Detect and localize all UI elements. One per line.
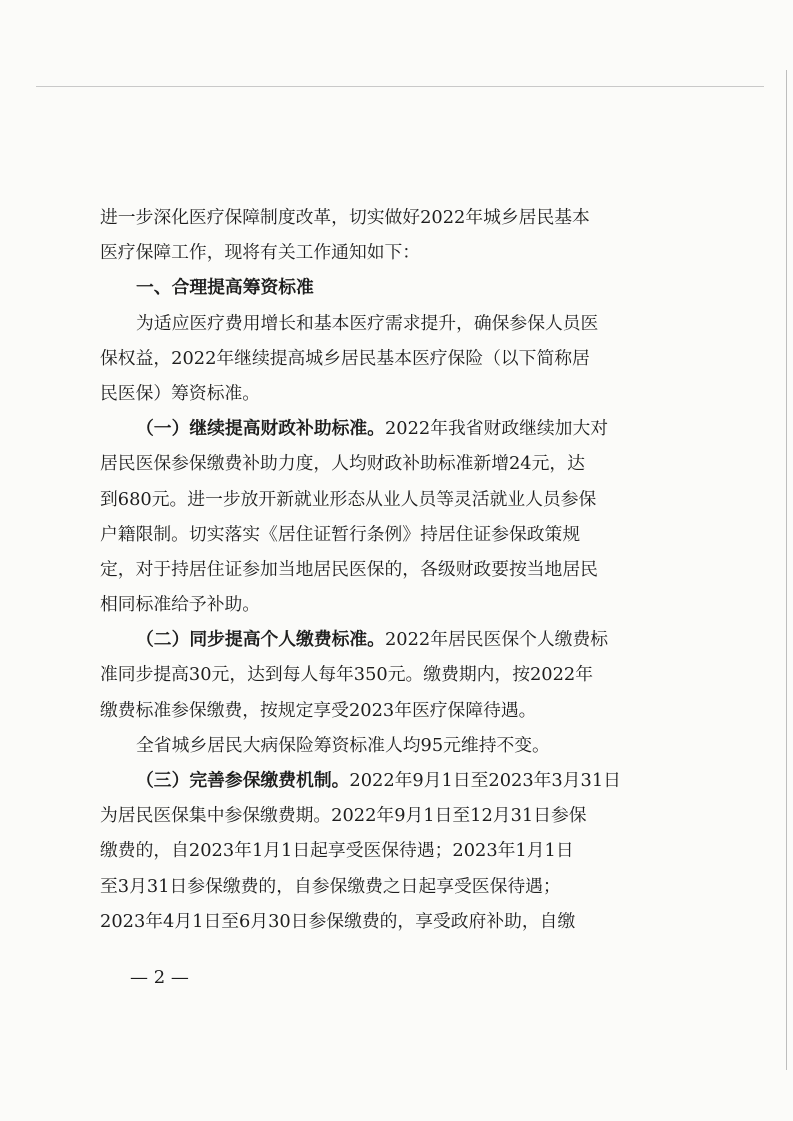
item1-line: 户籍限制。切实落实《居住证暂行条例》持居住证参保政策规 <box>100 523 581 545</box>
section1-para-line-1: 为适应医疗费用增长和基本医疗需求提升，确保参保人员医 <box>136 312 599 334</box>
item1-heading: （一）继续提高财政补助标准。 <box>136 418 385 440</box>
item3-line: 缴费的，自2023年1月1日起享受医保待遇；2023年1月1日 <box>100 840 574 862</box>
serious-illness-para: 全省城乡居民大病保险筹资标准人均95元维持不变。 <box>136 734 550 756</box>
section1-para-line-2: 保权益，2022年继续提高城乡居民基本医疗保险（以下简称居 <box>100 347 590 369</box>
item1-line: 相同标准给予补助。 <box>100 594 261 616</box>
item2-first-line <box>100 622 700 657</box>
item1-line: 居民医保参保缴费补助力度，人均财政补助标准新增24元，达 <box>100 453 585 475</box>
item3-line: 2023年4月1日至6月30日参保缴费的，享受政府补助，自缴 <box>100 910 576 932</box>
scan-edge-line <box>786 70 787 1070</box>
item1-line: 到680元。进一步放开新就业形态从业人员等灵活就业人员参保 <box>100 488 597 510</box>
intro-line-2: 医疗保障工作，现将有关工作通知如下： <box>100 242 421 264</box>
item1-first-line <box>100 411 700 446</box>
item2-heading: （二）同步提高个人缴费标准。 <box>136 629 385 651</box>
item1-line: 定，对于持居住证参加当地居民医保的，各级财政要按当地居民 <box>100 558 598 580</box>
top-rule <box>36 86 764 87</box>
item1-first-line-text: 2022年我省财政继续加大对 <box>384 418 609 440</box>
intro-line-1: 进一步深化医疗保障制度改革，切实做好2022年城乡居民基本 <box>100 207 590 228</box>
item3-line: 至3月31日参保缴费的，自参保缴费之日起享受医保待遇； <box>100 875 561 897</box>
section1-para-line-3: 民医保）筹资标准。 <box>100 382 261 404</box>
page-number: — 2 — <box>130 967 189 988</box>
section1-heading: 一、合理提高筹资标准 <box>136 277 314 299</box>
document-body <box>100 200 700 939</box>
item2-line: 准同步提高30元，达到每人每年350元。缴费期内，按2022年 <box>100 664 594 686</box>
item3-line: 为居民医保集中参保缴费期。2022年9月1日至12月31日参保 <box>100 805 587 827</box>
item3-heading: （三）完善参保缴费机制。 <box>136 770 350 791</box>
item2-line: 缴费标准参保缴费，按规定享受2023年医疗保障待遇。 <box>100 699 537 721</box>
item3-first-line <box>100 763 700 798</box>
item2-first-line-text: 2022年居民医保个人缴费标 <box>384 629 609 651</box>
item3-first-line-text: 2022年9月1日至2023年3月31日 <box>349 770 621 791</box>
